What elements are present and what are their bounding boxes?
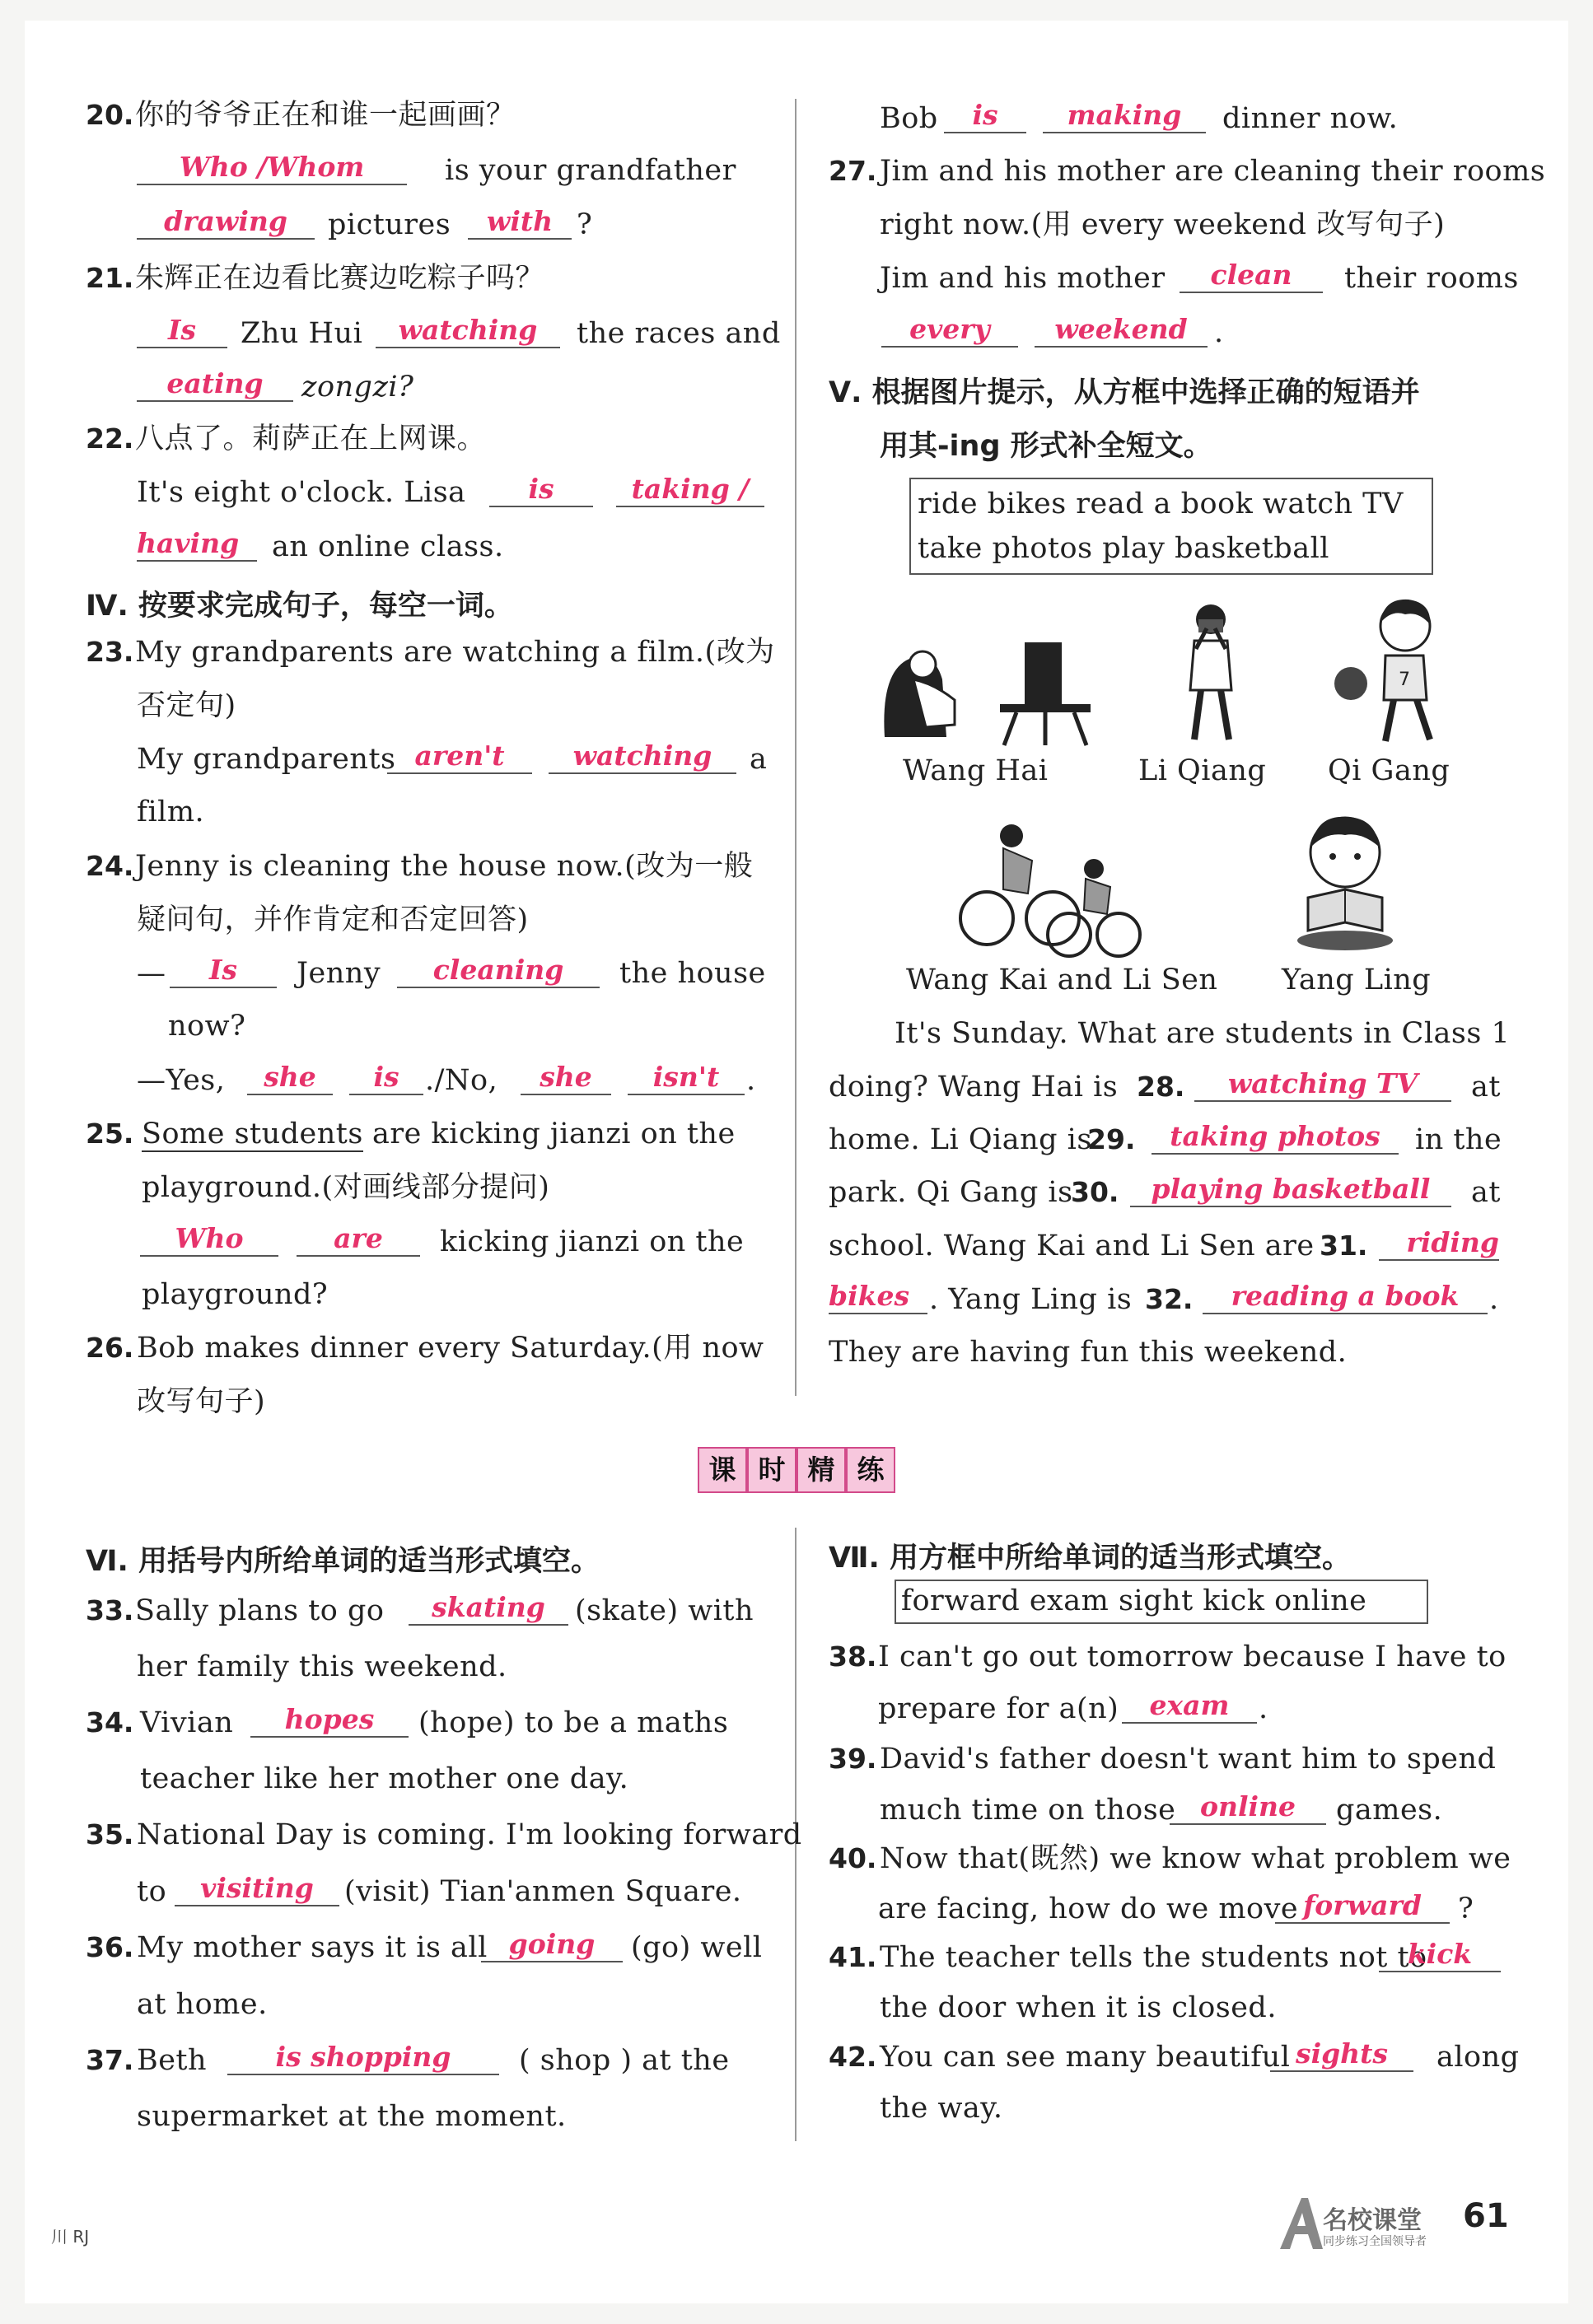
q33-text-2: (skate) with <box>575 1594 754 1627</box>
phrase-box-row-1: ride bikes read a book watch TV <box>918 488 1404 520</box>
word-box <box>895 1580 1428 1624</box>
q39-text-2: much time on those <box>880 1794 1176 1827</box>
q25-number: 25. <box>86 1118 134 1150</box>
passage-line-2b: at <box>1471 1071 1501 1104</box>
q21-text-2: the races and <box>577 317 781 350</box>
column-divider-top <box>795 99 796 1396</box>
q27-line-2: right now.(用 every weekend 改写句子) <box>880 208 1446 241</box>
section-5-title-line-1: Ⅴ. 根据图片提示，从方框中选择正确的短语并 <box>829 376 1420 409</box>
wang-kai-and-li-sen-riding-bikes-picture <box>954 811 1143 959</box>
name-yang-ling: Yang Ling <box>1282 964 1432 996</box>
q21-text-1: Zhu Hui <box>241 317 363 350</box>
passage-line-5a: school. Wang Kai and Li Sen are <box>829 1230 1315 1262</box>
q24-line-2: 疑问句，并作肯定和否定回答) <box>137 903 529 936</box>
q24-number: 24. <box>86 850 134 882</box>
blank-32-answer[interactable]: reading a book <box>1203 1280 1488 1314</box>
q36-text-3: at home. <box>137 1988 268 2021</box>
logo-text: 名校课堂 <box>1323 2206 1422 2235</box>
q34-text-2: (hope) to be a maths <box>418 1706 729 1739</box>
q27-answer-1[interactable]: clean <box>1180 259 1323 293</box>
q23-line-2: 否定句) <box>137 689 236 722</box>
q34-answer[interactable]: hopes <box>250 1703 409 1738</box>
banner-char-4: 练 <box>846 1447 895 1493</box>
q38-text-2: prepare for a(n) <box>878 1692 1119 1725</box>
q26-number: 26. <box>86 1332 134 1364</box>
section-7-title: Ⅶ. 用方框中所给单词的适当形式填空。 <box>829 1542 1351 1575</box>
q26-cont-text-1: Bob <box>880 102 938 135</box>
q20-prompt: 你的爷爷正在和谁一起画画？ <box>135 99 516 132</box>
passage-line-6a: . Yang Ling is <box>929 1283 1133 1316</box>
q22-number: 22. <box>86 422 134 455</box>
q26-line-2: 改写句子) <box>137 1385 266 1418</box>
q24-end: . <box>746 1064 756 1097</box>
section-6-title: Ⅵ. 用括号内所给单词的适当形式填空。 <box>86 1545 600 1578</box>
logo-tagline: 同步练习全国领导者 <box>1323 2235 1427 2248</box>
q23-answer-2[interactable]: watching <box>549 740 736 774</box>
blank-29-number: 29. <box>1087 1123 1136 1155</box>
q34-text-3: teacher like her mother one day. <box>140 1762 629 1795</box>
passage-line-2a: doing? Wang Hai is <box>829 1071 1119 1104</box>
q27-text-3: . <box>1214 316 1224 349</box>
blank-30-number: 30. <box>1071 1176 1119 1208</box>
q26-line-1: Bob makes dinner every Saturday.(用 now <box>137 1332 764 1365</box>
q38-text-3: . <box>1259 1692 1268 1725</box>
q22-answer-3[interactable]: having <box>137 527 257 562</box>
blank-31-answer-part-1[interactable]: riding <box>1379 1226 1499 1261</box>
passage-line-3b: in the <box>1415 1123 1502 1156</box>
passage-line-6b: . <box>1489 1283 1499 1316</box>
q21-text-3: zongzi? <box>301 371 414 404</box>
q37-number: 37. <box>86 2044 134 2076</box>
passage-line-7: They are having fun this weekend. <box>829 1336 1348 1369</box>
q24-answer-6[interactable]: isn't <box>628 1061 745 1095</box>
q42-number: 42. <box>829 2041 877 2073</box>
word-box-words: forward exam sight kick online <box>901 1584 1367 1617</box>
q38-answer[interactable]: exam <box>1122 1689 1257 1724</box>
q21-number: 21. <box>86 262 134 294</box>
banner-char-1: 课 <box>698 1447 747 1493</box>
blank-32-number: 32. <box>1145 1283 1194 1315</box>
svg-text:7: 7 <box>1399 670 1410 690</box>
q34-text-1: Vivian <box>140 1706 234 1739</box>
blank-30-answer[interactable]: playing basketball <box>1130 1173 1451 1207</box>
name-wang-hai: Wang Hai <box>903 754 1049 787</box>
q33-number: 33. <box>86 1594 134 1626</box>
logo-a-icon <box>1277 2195 1326 2252</box>
q25-underlined-subject: Some students <box>142 1118 363 1150</box>
banner-char-3: 精 <box>796 1447 846 1493</box>
name-wang-kai-and-li-sen: Wang Kai and Li Sen <box>906 964 1218 996</box>
q39-text-3: games. <box>1336 1794 1443 1827</box>
q40-number: 40. <box>829 1842 877 1874</box>
q42-text-1: You can see many beautiful <box>880 2041 1291 2074</box>
q23-answer-1[interactable]: aren't <box>387 740 532 774</box>
q21-answer-2[interactable]: watching <box>376 314 560 348</box>
q34-number: 34. <box>86 1706 134 1738</box>
q40-answer[interactable]: forward <box>1275 1889 1450 1924</box>
q25-text-1: kicking jianzi on the <box>440 1225 745 1258</box>
yang-ling-reading-a-book-picture <box>1292 807 1399 951</box>
q27-answer-3[interactable]: weekend <box>1035 313 1208 348</box>
q35-answer[interactable]: visiting <box>175 1872 339 1906</box>
q25-answer-2[interactable]: are <box>297 1222 420 1257</box>
q25-line-1-rest: are kicking jianzi on the <box>372 1118 736 1150</box>
q20-number: 20. <box>86 99 134 131</box>
q36-text-2: (go) well <box>631 1931 763 1964</box>
footer-edition: 川 RJ <box>51 2227 90 2247</box>
q35-text-2: to <box>137 1875 167 1908</box>
q26-answer-2[interactable]: making <box>1043 99 1206 133</box>
page-number: 61 <box>1463 2197 1509 2235</box>
q41-number: 41. <box>829 1941 877 1973</box>
q39-text-1: David's father doesn't want him to spend <box>880 1743 1497 1776</box>
q33-text-3: her family this weekend. <box>137 1650 507 1683</box>
q22-text-1: It's eight o'clock. Lisa <box>137 476 466 509</box>
banner-char-2: 时 <box>747 1447 796 1493</box>
q24-no: ./No, <box>425 1064 498 1097</box>
name-li-qiang: Li Qiang <box>1138 754 1267 787</box>
q23-text-1: My grandparents <box>137 743 396 776</box>
section-4-title: Ⅳ. 按要求完成句子，每空一词。 <box>86 590 513 623</box>
name-qi-gang: Qi Gang <box>1328 754 1451 787</box>
phrase-box-row-2: take photos play basketball <box>918 532 1329 565</box>
q20-text-2: pictures <box>328 208 451 241</box>
passage-line-3a: home. Li Qiang is <box>829 1123 1092 1156</box>
q42-text-2: along <box>1437 2041 1520 2074</box>
q20-text-1: is your grandfather <box>445 154 736 187</box>
q41-answer[interactable]: kick <box>1379 1938 1501 1972</box>
passage-line-1: It's Sunday. What are students in Class 1 <box>895 1017 1511 1050</box>
q33-text-1: Sally plans to go <box>135 1594 385 1627</box>
q24-answer-3[interactable]: she <box>247 1061 333 1095</box>
blank-31-number: 31. <box>1320 1230 1368 1262</box>
q26-answer-1[interactable]: is <box>944 99 1026 133</box>
q36-answer[interactable]: going <box>481 1928 623 1962</box>
q40-text-1: Now that(既然) we know what problem we <box>880 1842 1511 1875</box>
qi-gang-playing-basketball-picture <box>1326 593 1458 749</box>
q24-answer-2[interactable]: cleaning <box>397 954 600 988</box>
q23-line-1: My grandparents are watching a film.(改为 <box>135 636 775 669</box>
q42-answer[interactable]: sights <box>1270 2037 1413 2072</box>
phrase-box <box>909 478 1433 575</box>
q24-answer-5[interactable]: she <box>521 1061 611 1095</box>
q35-number: 35. <box>86 1818 134 1850</box>
q21-answer-3[interactable]: eating <box>137 367 293 402</box>
q41-text-2: the door when it is closed. <box>880 1991 1277 2024</box>
q37-text-3: supermarket at the moment. <box>137 2100 567 2133</box>
q40-text-2: are facing, how do we move <box>878 1892 1299 1925</box>
passage-line-4a: park. Qi Gang is <box>829 1176 1073 1209</box>
q25-text-2: playground? <box>142 1278 329 1311</box>
q33-answer[interactable]: skating <box>409 1591 568 1626</box>
q41-text-1: The teacher tells the students not to <box>880 1941 1427 1974</box>
q25-answer-1[interactable]: Who <box>140 1222 278 1257</box>
q25-line-2: playground.(对画线部分提问) <box>142 1171 550 1204</box>
q37-answer[interactable]: is shopping <box>227 2041 499 2075</box>
blank-28-number: 28. <box>1137 1071 1185 1103</box>
blank-28-answer[interactable]: watching TV <box>1194 1067 1451 1102</box>
q23-number: 23. <box>86 636 134 668</box>
q24-text-2: the house <box>619 957 766 990</box>
q20-text-3: ? <box>577 208 593 241</box>
q22-prompt: 八点了。莉萨正在上网课。 <box>135 422 487 455</box>
q40-text-3: ? <box>1458 1892 1474 1925</box>
q23-text-2: a <box>750 743 768 776</box>
q27-text-2: their rooms <box>1344 262 1519 295</box>
q22-text-2: an online class. <box>272 530 504 563</box>
q27-number: 27. <box>829 155 877 187</box>
q24-text-3: now? <box>168 1010 246 1043</box>
q27-text-1: Jim and his mother <box>880 262 1166 295</box>
q20-answer-3[interactable]: with <box>468 205 572 240</box>
q36-number: 36. <box>86 1931 134 1963</box>
q42-text-3: the way. <box>880 2092 1003 2125</box>
q24-yes: —Yes, <box>137 1064 226 1097</box>
q35-text-1: National Day is coming. I'm looking forward <box>137 1818 802 1851</box>
q38-number: 38. <box>829 1640 877 1673</box>
blank-31-answer-part-2[interactable]: bikes <box>829 1280 927 1314</box>
q37-text-1: Beth <box>137 2044 208 2077</box>
blank-29-answer[interactable]: taking photos <box>1152 1120 1399 1155</box>
q24-text-1: Jenny <box>297 957 381 990</box>
q23-text-3: film. <box>137 796 205 828</box>
q21-answer-1[interactable]: Is <box>137 314 227 348</box>
q37-text-2: ( shop ) at the <box>519 2044 730 2077</box>
q35-text-3: (visit) Tian'anmen Square. <box>344 1875 742 1908</box>
wang-hai-watching-tv-picture <box>876 622 1091 754</box>
q39-number: 39. <box>829 1743 877 1775</box>
q21-prompt: 朱辉正在边看比赛边吃粽子吗？ <box>135 262 545 295</box>
publisher-logo <box>1277 2195 1458 2252</box>
li-qiang-taking-photos-picture <box>1161 600 1260 748</box>
q38-text-1: I can't go out tomorrow because I have to <box>878 1640 1507 1673</box>
q36-text-1: My mother says it is all <box>137 1931 488 1964</box>
q24-answer-1[interactable]: Is <box>170 954 277 988</box>
q24-answer-4[interactable]: is <box>349 1061 423 1095</box>
q27-answer-2[interactable]: every <box>881 313 1018 348</box>
q24-dash: — <box>137 957 166 990</box>
q22-answer-2[interactable]: taking / <box>616 473 764 507</box>
passage-line-4b: at <box>1471 1176 1501 1209</box>
q22-answer-1[interactable]: is <box>489 473 593 507</box>
q27-line-1: Jim and his mother are cleaning their rooms <box>880 155 1546 188</box>
q24-line-1: Jenny is cleaning the house now.(改为一般 <box>135 850 754 883</box>
q20-answer-2[interactable]: drawing <box>137 205 315 240</box>
q20-answer-1[interactable]: Who /Whom <box>137 151 407 185</box>
section-5-title-line-2: 用其-ing 形式补全短文。 <box>880 430 1212 463</box>
q26-cont-text-2: dinner now. <box>1222 102 1399 135</box>
q39-answer[interactable]: online <box>1170 1790 1326 1825</box>
